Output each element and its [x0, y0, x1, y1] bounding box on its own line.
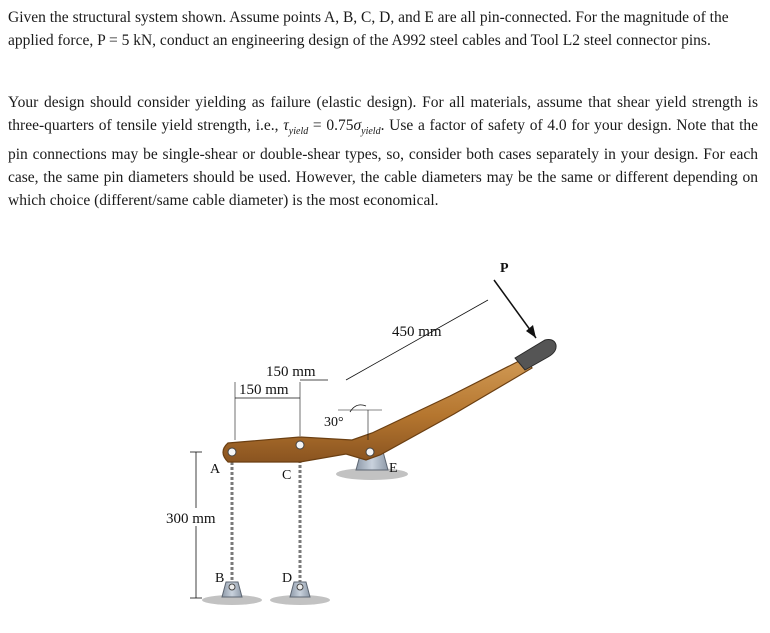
label-c: C [282, 468, 292, 483]
label-a: A [210, 462, 221, 477]
dim-150-top-label: 150 mm [266, 364, 316, 380]
dim-450-label: 450 mm [392, 324, 442, 340]
problem-paragraph-1: Given the structural system shown. Assume points A, B, C, D, and E are all pin-connected. For the magnitude of the applied force, P = 5 kN, conduct an engineering design of the A992 steel cables and Tool L2 steel connector pins. [8, 9, 729, 49]
support-d [290, 582, 310, 597]
paragraph-2-part-b: . Use a factor of safety of 4.0 for your design. Note that the pin connections may be single-shear or double-shear types, so, consider both cases separately in your design. For each case, the same pin diameters should be used. However, the cable diameters may be the same or different depending on which choice (different/same cable diameter) is the most economical. [8, 117, 758, 210]
pin-e [366, 448, 374, 456]
equals-text: = 0.75 [308, 117, 354, 134]
tau-symbol: τ [283, 117, 289, 134]
handle-grip [515, 340, 556, 370]
sigma-subscript: yield [361, 126, 381, 138]
tau-subscript: yield [288, 126, 309, 138]
pin-a [228, 448, 236, 456]
force-label: P [500, 261, 509, 276]
angle-arc [350, 405, 366, 412]
label-b: B [215, 571, 225, 586]
dim-300-label: 300 mm [166, 511, 216, 527]
label-d: D [282, 571, 293, 586]
paragraph-2-part-a: Your design should consider yielding as failure (elastic design). For all materials, assume that shear yield strength is three-quarters of tensile yield strength, i.e., [8, 94, 758, 134]
label-e: E [389, 461, 398, 476]
pin-c [296, 441, 304, 449]
support-b [222, 582, 242, 597]
angle-label: 30° [324, 415, 344, 430]
dim-450-line [346, 300, 488, 380]
sigma-symbol: σ [353, 117, 362, 134]
dim-150-lower-label: 150 mm [239, 382, 289, 398]
